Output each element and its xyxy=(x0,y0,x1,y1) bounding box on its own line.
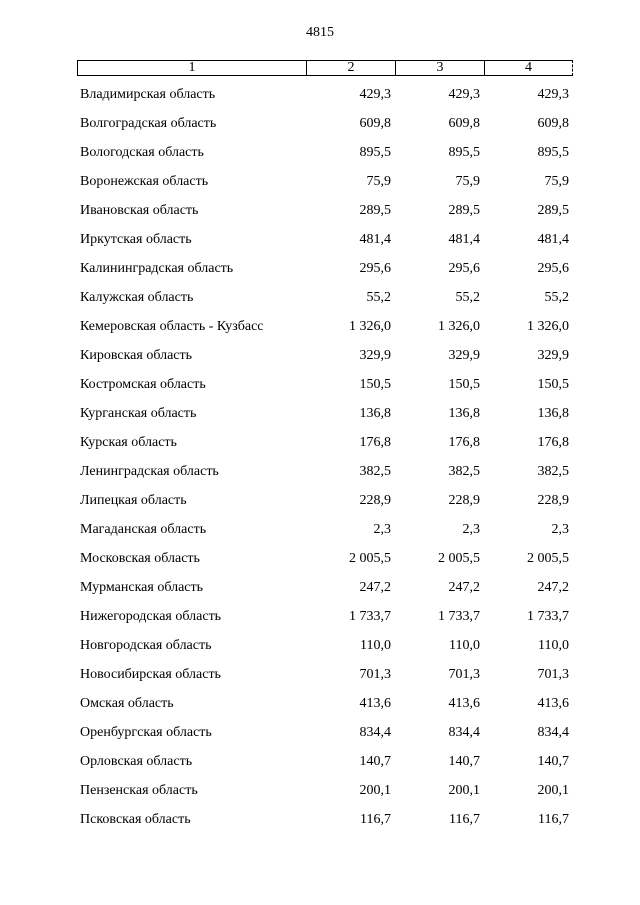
value-col-3: 228,9 xyxy=(448,492,480,508)
value-col-3: 247,2 xyxy=(448,579,480,595)
region-name: Новосибирская область xyxy=(80,666,221,682)
value-col-4: 2,3 xyxy=(551,521,569,537)
region-name: Омская область xyxy=(80,695,174,711)
value-col-4: 110,0 xyxy=(538,637,569,653)
region-name: Ивановская область xyxy=(80,202,199,218)
table-row xyxy=(77,109,573,138)
region-name: Калужская область xyxy=(80,289,194,305)
value-col-2: 1 733,7 xyxy=(349,608,391,624)
value-col-4: 413,6 xyxy=(537,695,569,711)
value-col-3: 289,5 xyxy=(448,202,480,218)
value-col-3: 110,0 xyxy=(449,637,480,653)
table-row xyxy=(77,225,573,254)
region-name: Вологодская область xyxy=(80,144,204,160)
value-col-2: 609,8 xyxy=(359,115,391,131)
value-col-2: 2,3 xyxy=(373,521,391,537)
table-row xyxy=(77,631,573,660)
value-col-4: 136,8 xyxy=(537,405,569,421)
value-col-2: 329,9 xyxy=(359,347,391,363)
header-cell-1: 1 xyxy=(78,61,307,75)
table-row xyxy=(77,370,573,399)
table-row xyxy=(77,399,573,428)
value-col-3: 481,4 xyxy=(448,231,480,247)
value-col-4: 481,4 xyxy=(537,231,569,247)
table-row xyxy=(77,689,573,718)
region-name: Орловская область xyxy=(80,753,193,769)
value-col-2: 834,4 xyxy=(359,724,391,740)
table-row xyxy=(77,341,573,370)
value-col-4: 429,3 xyxy=(537,86,569,102)
value-col-2: 2 005,5 xyxy=(349,550,391,566)
value-col-2: 228,9 xyxy=(359,492,391,508)
value-col-3: 200,1 xyxy=(448,782,480,798)
value-col-4: 150,5 xyxy=(537,376,569,392)
region-name: Нижегородская область xyxy=(80,608,222,624)
value-col-4: 382,5 xyxy=(537,463,569,479)
region-name: Липецкая область xyxy=(80,492,187,508)
value-col-4: 295,6 xyxy=(537,260,569,276)
value-col-2: 247,2 xyxy=(359,579,391,595)
region-name: Пензенская область xyxy=(80,782,198,798)
value-col-3: 295,6 xyxy=(448,260,480,276)
value-col-3: 1 733,7 xyxy=(438,608,480,624)
value-col-3: 116,7 xyxy=(449,811,480,827)
value-col-2: 1 326,0 xyxy=(349,318,391,334)
value-col-4: 116,7 xyxy=(538,811,569,827)
value-col-4: 247,2 xyxy=(537,579,569,595)
region-name: Псковская область xyxy=(80,811,191,827)
value-col-3: 609,8 xyxy=(448,115,480,131)
value-col-4: 834,4 xyxy=(537,724,569,740)
value-col-4: 140,7 xyxy=(537,753,569,769)
value-col-2: 289,5 xyxy=(359,202,391,218)
region-name: Курганская область xyxy=(80,405,197,421)
value-col-3: 382,5 xyxy=(448,463,480,479)
region-name: Волгоградская область xyxy=(80,115,217,131)
table-row xyxy=(77,602,573,631)
value-col-4: 75,9 xyxy=(544,173,569,189)
table-row xyxy=(77,805,573,834)
region-name: Магаданская область xyxy=(80,521,207,537)
value-col-4: 176,8 xyxy=(537,434,569,450)
value-col-2: 116,7 xyxy=(360,811,391,827)
value-col-3: 834,4 xyxy=(448,724,480,740)
table-row xyxy=(77,283,573,312)
region-name: Ленинградская область xyxy=(80,463,219,479)
value-col-4: 2 005,5 xyxy=(527,550,569,566)
table-row xyxy=(77,138,573,167)
header-cell-4: 4 xyxy=(525,60,532,75)
value-col-3: 895,5 xyxy=(448,144,480,160)
value-col-3: 150,5 xyxy=(448,376,480,392)
value-col-2: 413,6 xyxy=(359,695,391,711)
value-col-3: 2,3 xyxy=(462,521,480,537)
value-col-2: 55,2 xyxy=(366,289,391,305)
table-row xyxy=(77,80,573,109)
value-col-4: 609,8 xyxy=(537,115,569,131)
value-col-3: 329,9 xyxy=(448,347,480,363)
value-col-4: 200,1 xyxy=(537,782,569,798)
table-row xyxy=(77,196,573,225)
value-col-2: 895,5 xyxy=(359,144,391,160)
region-name: Костромская область xyxy=(80,376,206,392)
table-body xyxy=(77,80,573,834)
table-row xyxy=(77,167,573,196)
region-name: Владимирская область xyxy=(80,86,216,102)
value-col-4: 1 326,0 xyxy=(527,318,569,334)
value-col-2: 150,5 xyxy=(359,376,391,392)
region-name: Оренбургская область xyxy=(80,724,212,740)
value-col-3: 1 326,0 xyxy=(438,318,480,334)
table-row xyxy=(77,486,573,515)
value-col-4: 895,5 xyxy=(537,144,569,160)
value-col-3: 136,8 xyxy=(448,405,480,421)
value-col-2: 136,8 xyxy=(359,405,391,421)
table-row xyxy=(77,312,573,341)
table-row xyxy=(77,660,573,689)
value-col-2: 429,3 xyxy=(359,86,391,102)
table-row xyxy=(77,428,573,457)
value-col-4: 1 733,7 xyxy=(527,608,569,624)
value-col-3: 75,9 xyxy=(455,173,480,189)
region-name: Московская область xyxy=(80,550,200,566)
table-header xyxy=(77,60,573,76)
region-name: Кемеровская область - Кузбасс xyxy=(80,318,264,334)
region-name: Калининградская область xyxy=(80,260,234,276)
value-col-4: 228,9 xyxy=(537,492,569,508)
value-col-3: 429,3 xyxy=(448,86,480,102)
table-row xyxy=(77,573,573,602)
value-col-3: 413,6 xyxy=(448,695,480,711)
value-col-4: 289,5 xyxy=(537,202,569,218)
value-col-3: 176,8 xyxy=(448,434,480,450)
value-col-4: 329,9 xyxy=(537,347,569,363)
value-col-2: 382,5 xyxy=(359,463,391,479)
table-row xyxy=(77,544,573,573)
value-col-2: 110,0 xyxy=(360,637,391,653)
value-col-3: 55,2 xyxy=(455,289,480,305)
page-number: 4815 xyxy=(306,25,334,40)
value-col-2: 176,8 xyxy=(359,434,391,450)
header-cell-3: 3 xyxy=(396,61,485,75)
value-col-4: 701,3 xyxy=(537,666,569,682)
value-col-2: 200,1 xyxy=(359,782,391,798)
table-row xyxy=(77,718,573,747)
value-col-2: 481,4 xyxy=(359,231,391,247)
value-col-2: 295,6 xyxy=(359,260,391,276)
value-col-2: 75,9 xyxy=(366,173,391,189)
header-cell-2: 2 xyxy=(307,61,396,75)
table-row xyxy=(77,776,573,805)
value-col-3: 2 005,5 xyxy=(438,550,480,566)
region-name: Воронежская область xyxy=(80,173,209,189)
value-col-4: 55,2 xyxy=(544,289,569,305)
table-row xyxy=(77,254,573,283)
value-col-2: 140,7 xyxy=(359,753,391,769)
region-name: Курская область xyxy=(80,434,177,450)
table-row xyxy=(77,457,573,486)
table-row xyxy=(77,515,573,544)
region-name: Кировская область xyxy=(80,347,193,363)
value-col-2: 701,3 xyxy=(359,666,391,682)
region-name: Иркутская область xyxy=(80,231,192,247)
value-col-3: 140,7 xyxy=(448,753,480,769)
table-row xyxy=(77,747,573,776)
region-name: Мурманская область xyxy=(80,579,204,595)
value-col-3: 701,3 xyxy=(448,666,480,682)
region-name: Новгородская область xyxy=(80,637,212,653)
